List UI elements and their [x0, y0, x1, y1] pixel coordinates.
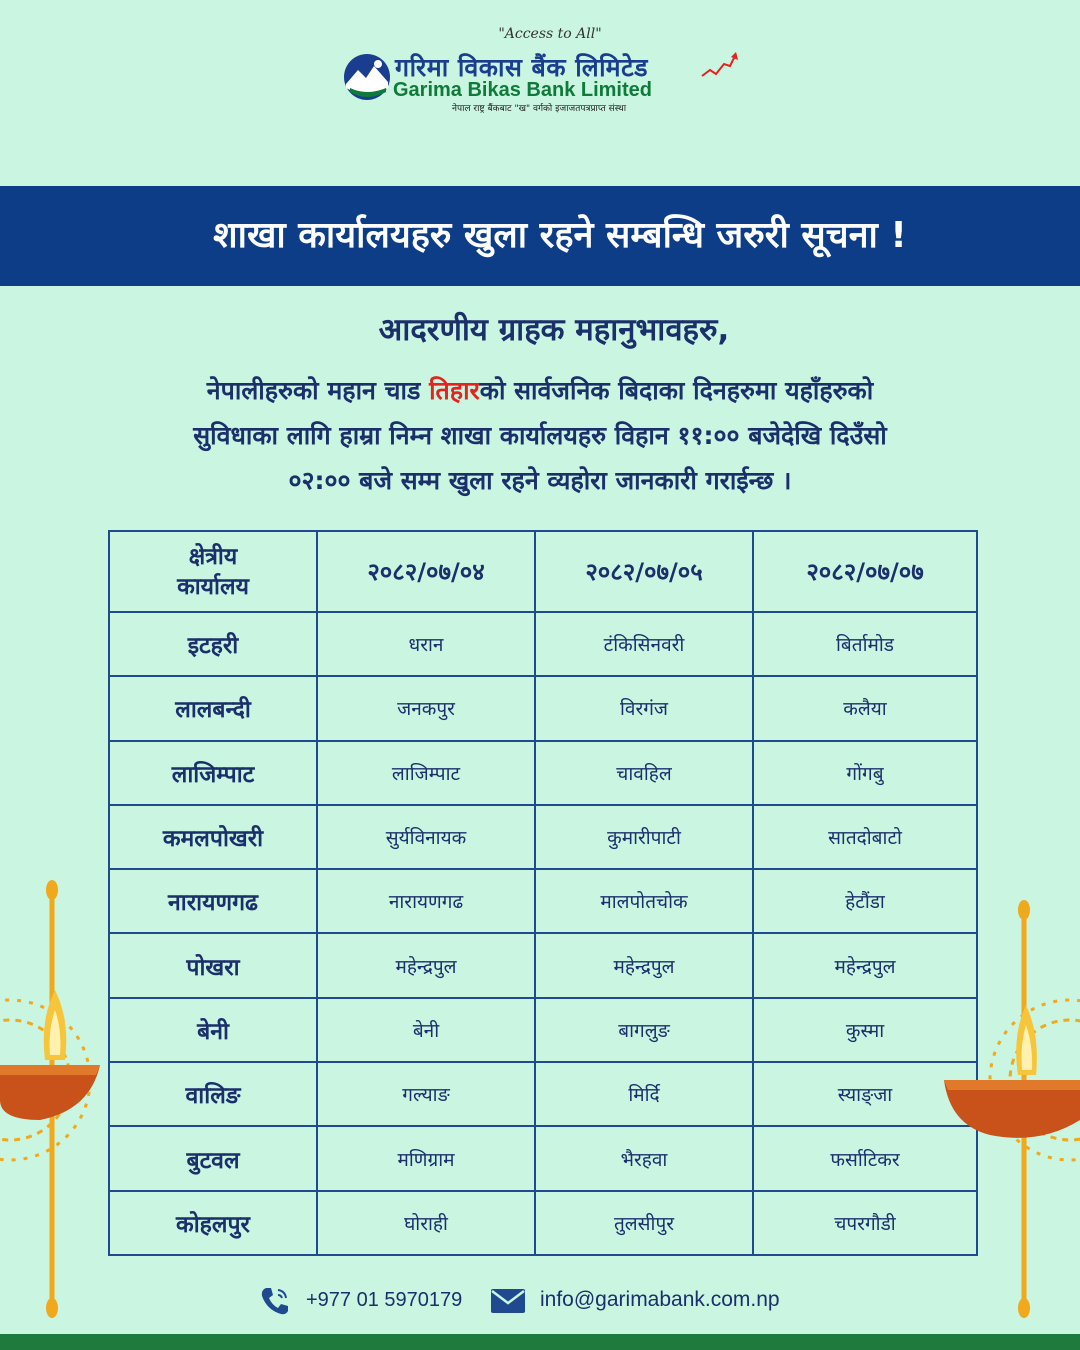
branch-cell: कुमारीपाटी — [535, 805, 753, 869]
bank-name-english: Garima Bikas Bank Limited — [393, 79, 652, 101]
tagline: "Access to All" — [498, 26, 602, 42]
branch-cell: विरगंज — [535, 676, 753, 740]
diya-left-decoration-icon — [0, 880, 110, 1320]
branch-cell: स्याङ्जा — [753, 1062, 977, 1126]
notice-title: शाखा कार्यालयहरु खुला रहने सम्बन्धि जरुरी सूचना ! — [213, 215, 907, 256]
table-row — [109, 612, 977, 676]
table-row — [109, 676, 977, 740]
branch-cell: कलैया — [753, 676, 977, 740]
table-row — [109, 1126, 977, 1190]
table-row — [109, 1062, 977, 1126]
branch-cell: धरान — [317, 612, 535, 676]
region-cell: लाजिम्पाट — [109, 741, 317, 805]
branch-cell: तुलसीपुर — [535, 1191, 753, 1255]
branch-cell: महेन्द्रपुल — [535, 933, 753, 997]
region-cell: नारायणगढ — [109, 869, 317, 933]
header — [0, 0, 1080, 130]
greeting: आदरणीय ग्राहक महानुभावहरु, — [378, 312, 730, 348]
bank-name-nepali: गरिमा विकास बैंक लिमिटेड — [395, 53, 649, 82]
branch-cell: सुर्यविनायक — [317, 805, 535, 869]
region-cell: लालबन्दी — [109, 676, 317, 740]
branch-cell: महेन्द्रपुल — [753, 933, 977, 997]
license-note: नेपाल राष्ट्र बैंकबाट "ख" वर्गको इजाजतपत्रप्राप्त संस्था — [452, 104, 627, 114]
notice-banner — [0, 186, 1080, 286]
region-cell: कोहलपुर — [109, 1191, 317, 1255]
header-regional-office — [109, 531, 317, 612]
branch-cell: जनकपुर — [317, 676, 535, 740]
region-cell: कमलपोखरी — [109, 805, 317, 869]
region-cell: इटहरी — [109, 612, 317, 676]
phone-number[interactable]: +977 01 5970179 — [306, 1289, 463, 1311]
branch-cell: लाजिम्पाट — [317, 741, 535, 805]
bank-logo-icon — [342, 52, 392, 102]
branch-cell: मालपोतचोक — [535, 869, 753, 933]
header-date: २०८२/०७/०५ — [535, 531, 753, 612]
header-line2: कार्यालय — [177, 573, 249, 600]
branch-cell: गोंगबु — [753, 741, 977, 805]
table-header-row — [109, 531, 977, 612]
region-cell: बेनी — [109, 998, 317, 1062]
branch-cell: सातदोबाटो — [753, 805, 977, 869]
header-line1: क्षेत्रीय — [188, 543, 238, 570]
branch-cell: हेटौंडा — [753, 869, 977, 933]
branch-cell: कुस्मा — [753, 998, 977, 1062]
bottom-bar — [0, 1334, 1080, 1350]
branch-cell: चपरगौडी — [753, 1191, 977, 1255]
table-row — [109, 998, 977, 1062]
branch-cell: महेन्द्रपुल — [317, 933, 535, 997]
branch-schedule-table — [108, 530, 978, 1256]
notice-line3: ०२:०० बजे सम्म खुला रहने व्यहोरा जानकारी गराईन्छ । — [288, 466, 792, 495]
branch-cell: टंकिसिनवरी — [535, 612, 753, 676]
notice-body — [60, 368, 1020, 503]
branch-cell: भैरहवा — [535, 1126, 753, 1190]
branch-cell: मणिग्राम — [317, 1126, 535, 1190]
mail-icon — [490, 1287, 526, 1315]
branch-cell: बागलुङ — [535, 998, 753, 1062]
table-row — [109, 805, 977, 869]
email-address[interactable]: info@garimabank.com.np — [540, 1288, 780, 1311]
branch-cell: घोराही — [317, 1191, 535, 1255]
branch-cell: बिर्तामोड — [753, 612, 977, 676]
notice-line1-post: को सार्वजनिक बिदाका दिनहरुमा यहाँहरुको — [479, 376, 874, 405]
header-date: २०८२/०७/०७ — [753, 531, 977, 612]
region-cell: पोखरा — [109, 933, 317, 997]
growth-arrow-icon — [700, 50, 740, 80]
header-date: २०८२/०७/०४ — [317, 531, 535, 612]
phone-icon — [258, 1284, 292, 1318]
region-cell: वालिङ — [109, 1062, 317, 1126]
notice-line1-pre: नेपालीहरुको महान चाड — [206, 376, 430, 405]
table-row — [109, 869, 977, 933]
table-row — [109, 933, 977, 997]
region-cell: बुटवल — [109, 1126, 317, 1190]
branch-cell: चावहिल — [535, 741, 753, 805]
branch-cell: मिर्दि — [535, 1062, 753, 1126]
branch-cell: गल्याङ — [317, 1062, 535, 1126]
branch-cell: नारायणगढ — [317, 869, 535, 933]
branch-cell: बेनी — [317, 998, 535, 1062]
branch-cell: फर्साटिकर — [753, 1126, 977, 1190]
notice-line2: सुविधाका लागि हाम्रा निम्न शाखा कार्यालयहरु विहान ११:०० बजेदेखि दिउँसो — [193, 421, 887, 450]
diya-right-decoration-icon — [940, 900, 1080, 1320]
table-row — [109, 741, 977, 805]
table-row — [109, 1191, 977, 1255]
festival-name: तिहार — [429, 376, 480, 405]
